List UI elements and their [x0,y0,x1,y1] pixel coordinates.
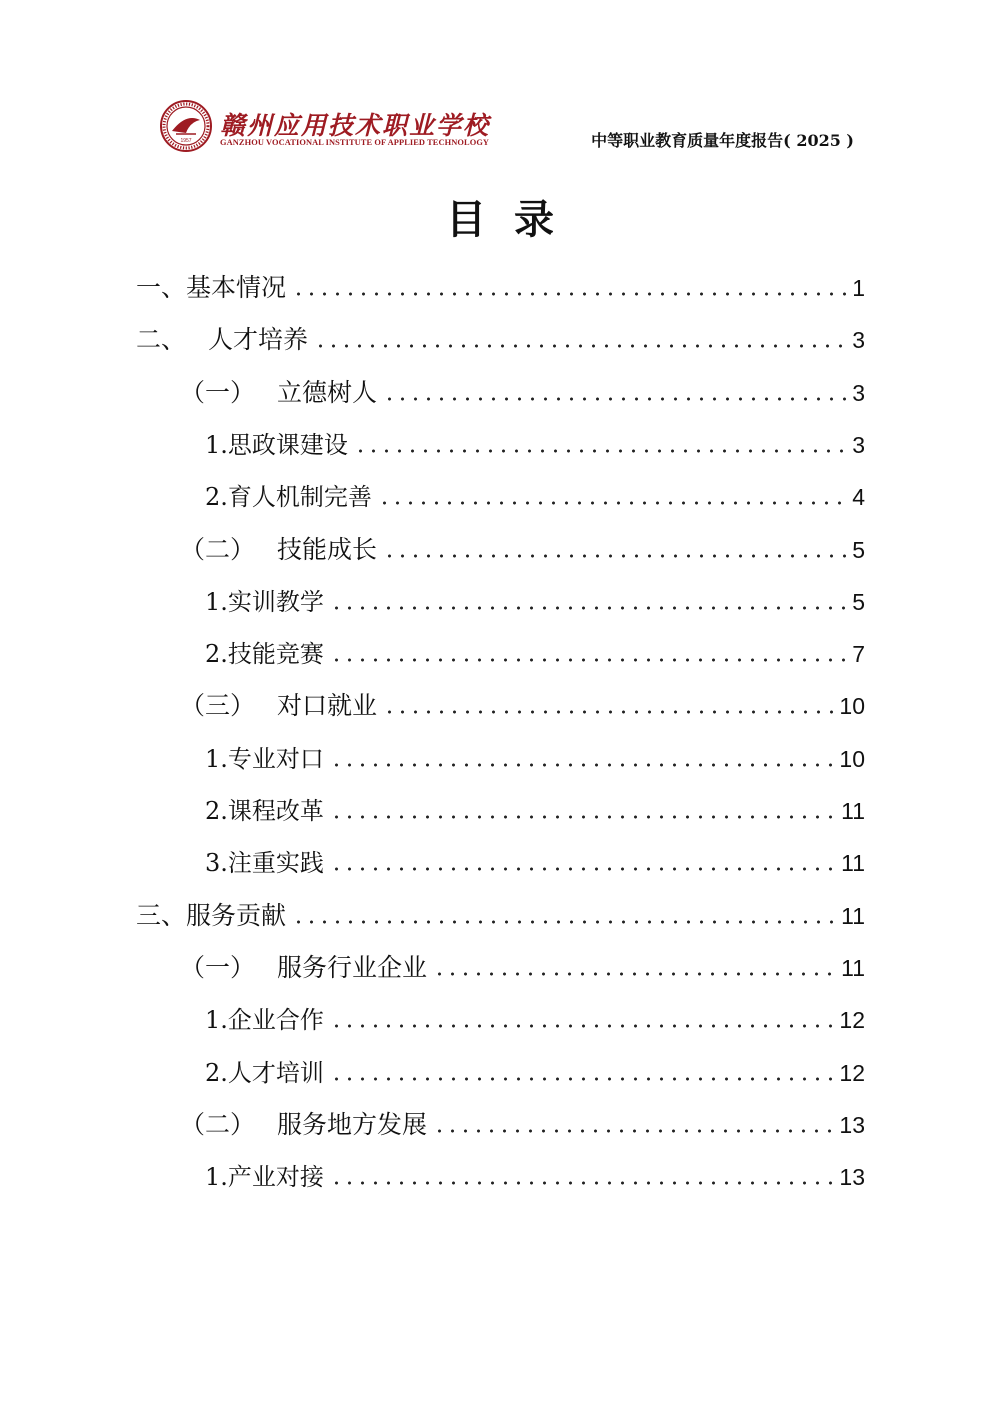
toc-entry-label: 立德树人 [277,377,378,407]
toc-page-number: 5 [852,536,865,563]
toc-page-number: 3 [852,327,865,354]
school-name-cn: 赣州应用技术职业学校 [220,111,491,140]
toc-entry[interactable] [136,258,865,304]
toc-dot-leader [383,710,833,714]
toc-entry-text [180,690,377,722]
toc-entry-label: 人才培养 [208,325,309,355]
toc-page-number: 12 [839,1059,865,1086]
toc-entry-label: 技能成长 [277,534,378,564]
toc-dot-leader [378,501,846,505]
toc-entry-number: 2. [205,797,228,825]
toc-entry[interactable] [205,624,865,670]
toc-entry-number: 三、 [136,900,187,930]
toc-dot-leader [433,972,835,976]
toc-entry-text [205,1161,324,1193]
toc-page-number: 4 [852,484,865,511]
toc-entry-label: 课程改革 [227,797,324,825]
toc-entry-number: （二） [180,1109,256,1139]
toc-dot-leader [330,1181,834,1185]
toc-dot-leader [330,867,835,871]
toc-entry[interactable] [180,520,865,566]
toc-entry-label: 对口就业 [277,691,378,721]
toc-page-number: 11 [841,850,865,877]
toc-entry-label: 专业对口 [227,744,324,773]
toc-dot-leader [330,1077,834,1081]
toc-entry-label: 服务贡献 [186,900,287,930]
toc-entry[interactable] [205,1147,865,1193]
toc-dot-leader [330,763,834,767]
toc-entry[interactable] [205,572,865,618]
toc-entry-label: 基本情况 [186,273,287,302]
toc-title: 目录 [446,197,582,243]
toc-page-number: 3 [852,431,865,458]
toc-entry[interactable] [205,833,865,879]
toc-entry[interactable] [180,938,865,984]
toc-entry-text [205,1004,324,1036]
toc-page-number: 13 [839,1111,865,1138]
toc-entry-text [205,795,324,827]
toc-entry-number: 2. [205,1058,228,1087]
toc-dot-leader [433,1129,833,1133]
toc-entry[interactable] [180,1095,865,1141]
toc-entry-text [205,638,324,670]
toc-entry-number: 一、 [136,273,187,302]
toc-page-number: 11 [841,902,865,929]
toc-entry[interactable] [205,1043,865,1089]
toc-entry-text [205,586,324,618]
toc-entry[interactable] [205,467,865,513]
toc-entry-text [180,1109,427,1141]
toc-page-number: 5 [852,588,865,615]
toc-dot-leader [383,554,846,558]
toc-entry-text [136,324,308,356]
toc-entry-text [136,272,286,304]
toc-dot-leader [383,397,846,401]
toc-entry-text [205,743,324,775]
toc-dot-leader [330,815,835,819]
toc-dot-leader [292,292,846,296]
school-name-en: GANZHOU VOCATIONAL INSTITUTE OF APPLIED TECHNOLOGY [220,138,490,147]
toc-page-number: 10 [839,693,865,720]
toc-entry-label: 思政课建设 [227,430,348,459]
toc-page-number: 3 [852,379,865,406]
toc-dot-leader [330,606,846,610]
toc-entry-number: 1. [205,744,228,773]
toc-entry-text [205,429,348,461]
toc-entry[interactable] [205,781,865,827]
toc-entry[interactable] [136,886,865,932]
toc-entry-label: 技能竞赛 [227,640,324,669]
toc-entry-text [136,900,286,932]
toc-entry-number: 二、 [136,325,187,355]
toc-entry-number: 1. [205,1163,228,1192]
toc-entry[interactable] [205,729,865,775]
toc-entry-label: 人才培训 [227,1058,324,1087]
toc-entry-text [205,847,324,879]
toc-entry-number: 1. [205,430,228,459]
toc-entry-text [180,534,377,566]
school-emblem-icon [160,100,212,152]
toc-entry-number: 1. [205,587,228,616]
toc-entry-text [205,1057,324,1089]
toc-page-number: 10 [839,745,865,772]
toc-dot-leader [292,920,835,924]
toc-entry-number: （一） [180,377,256,407]
toc-entry-number: 3. [205,849,228,878]
toc-entry[interactable] [136,310,865,356]
toc-page-number: 7 [852,641,865,668]
toc-entry-number: 2. [205,483,228,512]
toc-page-number: 12 [839,1007,865,1034]
toc-entry-number: （三） [180,691,256,721]
toc-page-number: 13 [839,1164,865,1191]
toc-entry-label: 育人机制完善 [227,483,372,512]
toc-dot-leader [354,449,846,453]
toc-entry-text [180,377,377,409]
toc-entry-text [205,481,372,513]
toc-entry[interactable] [180,363,865,409]
toc-entry-label: 注重实践 [227,849,324,878]
toc-entry-text [180,952,427,984]
toc-entry-number: 1. [205,1006,228,1035]
toc-entry-label: 产业对接 [227,1163,324,1192]
toc-dot-leader [314,344,846,348]
toc-entry-number: 2. [205,640,228,669]
report-title: 中等职业教育质量年度报告( 2025 ) [591,131,854,150]
toc-entry[interactable] [180,676,865,722]
toc-entry[interactable] [205,990,865,1036]
toc-page-number: 11 [841,954,865,981]
page-header [160,100,860,152]
toc-page-number: 11 [841,798,865,824]
toc-page-number: 1 [852,275,865,301]
emblem-year: 1957 [180,138,192,144]
toc-entry-label: 实训教学 [227,587,324,616]
toc-entry-number: （二） [180,534,256,564]
toc-dot-leader [330,1024,834,1028]
toc-entry-label: 服务地方发展 [277,1109,428,1139]
toc-dot-leader [330,658,846,662]
toc-entry-number: （一） [180,952,256,982]
toc-entry-label: 企业合作 [227,1006,324,1035]
toc-entry-label: 服务行业企业 [277,952,428,982]
toc-entry[interactable] [205,415,865,461]
